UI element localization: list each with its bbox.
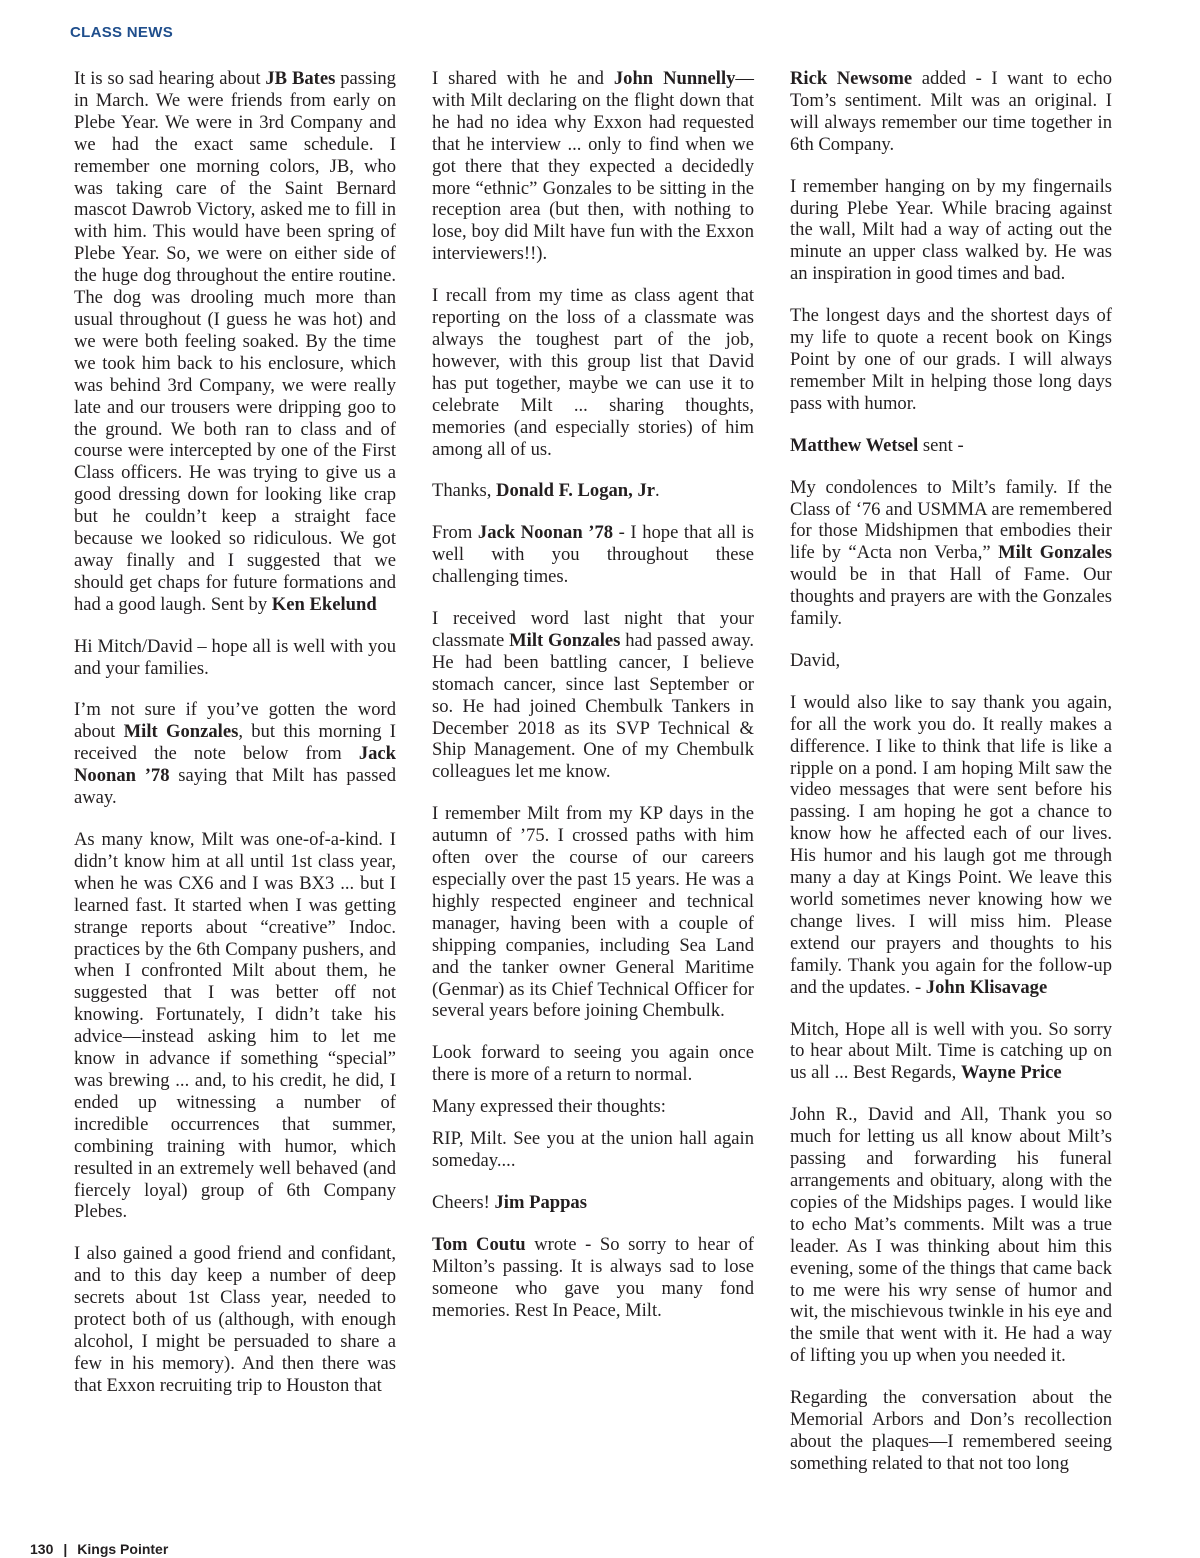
paragraph: I received word last night that your classmate Milt Gonzales had passed away. He had been battling cancer, I believe stomach cancer, since last September or so. He had joined Chembulk Tankers in December 2018 as its SVP Technical & Ship Management. One of my Chembulk colleagues let me know.: [432, 608, 754, 783]
paragraph: It is so sad hearing about JB Bates passing in March. We were friends from early on Plebe Year. We were in 3rd Company and we had the exact same schedule. I remember one morning colors, JB, who was taking care of the Saint Bernard mascot Dawrob Victory, asked me to fill in with him. This would have been spring of Plebe Year. So, we were on either side of the huge dog throughout the entire routine. The dog was drooling much more than usual throughout (I guess he was hot) and we were both feeling soaked. By the time we took him back to his enclosure, which was behind 3rd Company, we were really late and our trousers were dripping goo to the ground. We both ran to class and of course were intercepted by one of the First Class officers. He was trying to give us a good dressing down for looking like crap but he couldn’t keep a straight face because we looked so ridiculous. We got away finally and I suggested that we should get chaps for future formations and had a good laugh. Sent by Ken Ekelund: [74, 68, 396, 615]
name-highlight: Tom Coutu: [432, 1233, 526, 1255]
name-highlight: Rick Newsome: [790, 68, 913, 89]
paragraph: Matthew Wetsel sent -: [790, 434, 964, 456]
paragraph: I also gained a good friend and confidant, and to this day keep a number of deep secrets about 1st Class year, needed to protect both of us (although, with enough alcohol, I might be persuaded to share a few in his memory). And then there was that Exxon recruiting trip to Houston that: [74, 1243, 396, 1396]
name-highlight: John Nunnelly: [613, 68, 736, 89]
name-highlight: Jack Noonan ’78: [477, 522, 614, 544]
paragraph: Cheers! Jim Pappas: [432, 1191, 587, 1213]
page-number: 130: [30, 1541, 54, 1557]
name-highlight: Donald F. Logan, Jr: [496, 480, 655, 502]
paragraph: My condolences to Milt’s family. If the Class of ‘76 and USMMA are remembered for those Midshipmen that embodies their life by “Acta non Verba,” Milt Gonzales would be in that Hall of Fame. Our thoughts and prayers are with the Gonzales family.: [790, 476, 1113, 630]
name-highlight: Matthew Wetsel: [790, 434, 919, 456]
section-header: CLASS NEWS: [70, 24, 174, 41]
paragraph: Look forward to seeing you again once there is more of a return to normal.: [432, 1042, 754, 1086]
paragraph: I recall from my time as class agent that reporting on the loss of a classmate was always the toughest part of the job, however, with this group list that David has put together, maybe we can use it to celebrate Milt ... sharing thoughts, memories (and especially stories) of him among all of us.: [432, 285, 754, 460]
paragraph: RIP, Milt. See you at the union hall again someday....: [432, 1128, 754, 1171]
name-highlight: Milt Gonzales: [998, 542, 1113, 564]
column-3: [790, 68, 1112, 1495]
paragraph: I’m not sure if you’ve gotten the word about Milt Gonzales, but this morning I received the note below from Jack Noonan ’78 saying that Milt has passed away.: [74, 699, 397, 809]
paragraph: As many know, Milt was one-of-a-kind. I didn’t know him at all until 1st class year, when he was CX6 and I was BX3 ... but I learned fast. It started when I was getting strange reports about “creative” Indoc. practices by the 6th Company pushers, and when I confronted Milt about them, he suggested that I was better off not knowing. Fortunately, I didn’t take his advice—instead asking him to let me know in advance if something “special” was brewing ... and, to his credit, he did, I ended up witnessing a number of incredible occurrences that summer, combining training with humor, which resulted in an extremely well behaved (and fiercely loyal) group of 6th Company Plebes.: [74, 829, 396, 1223]
paragraph: The longest days and the shortest days of my life to quote a recent book on Kings Point by one of our grads. I will always remember Milt in helping those long days pass with humor.: [790, 305, 1112, 414]
paragraph: Mitch, Hope all is well with you. So sorry to hear about Milt. Time is catching up on us all ... Best Regards, Wayne Price: [790, 1018, 1112, 1084]
paragraph: From Jack Noonan ’78 - I hope that all is well with you throughout these challenging times.: [432, 522, 754, 588]
name-highlight: JB Bates: [265, 68, 336, 89]
paragraph: I would also like to say thank you again, for all the work you do. It really makes a difference. I like to think that life is like a ripple on a pond. I am hoping Milt saw the video messages that were sent before his passing. I am hoping he got a chance to know how he affected each of our lives. His humor and his laugh got me through many a day at Kings Point. We leave this world sometimes never knowing how we change lives. I will miss him. Please extend our prayers and thoughts to his family. Thank you again for the follow-up and the updates. - John Klisavage: [790, 691, 1112, 998]
name-highlight: John Klisavage: [925, 976, 1048, 998]
paragraph: Tom Coutu wrote - So sorry to hear of Milton’s passing. It is always sad to lose someone who gave you many fond memories. Rest In Peace, Milt.: [432, 1233, 754, 1321]
paragraph: I remember hanging on by my fingernails during Plebe Year. While bracing against the wall, Milt had a way of acting out the minute an upper class walked by. He was an inspiration in good times and bad.: [790, 175, 1112, 285]
name-highlight: Milt Gonzales: [509, 629, 621, 651]
name-highlight: Ken Ekelund: [271, 593, 377, 615]
paragraph: I shared with he and John Nunnelly—with Milt declaring on the flight down that he had no idea why Exxon had requested that he interview ... only to find when we got there that they expected a decidedly more “ethnic” Gonzales to be sitting in the reception area (but then, with nothing to lose, boy did Milt have fun with the Exxon interviewers!!).: [432, 68, 754, 265]
paragraph: Many expressed their thoughts:: [432, 1096, 666, 1118]
paragraph: John R., David and All, Thank you so much for letting us all know about Milt’s passing and forwarding his funeral arrangements and obituary, along with the copies of the Midships pages. I would like to echo Mat’s comments. Milt was a true leader. As I was thinking about him this evening, some of the things that came back to me were his wry sense of humor and wit, the mischievous twinkle in his eye and the smile that went with it. He had a way of lifting you up when you needed it.: [790, 1104, 1112, 1367]
name-highlight: Milt Gonzales: [123, 721, 239, 743]
name-highlight: Jack Noonan ’78: [74, 743, 396, 787]
paragraph: David,: [790, 649, 841, 671]
column-2: [432, 68, 754, 1341]
name-highlight: Wayne Price: [960, 1062, 1062, 1084]
paragraph: I remember Milt from my KP days in the autumn of ’75. I crossed paths with him often over the course of our careers especially over the past 15 years. He was a highly respected engineer and technical manager, having been with a couple of shipping companies, including Sea Land and the tanker owner General Maritime (Genmar) as its Chief Technical Officer for several years before joining Chembulk.: [432, 803, 754, 1022]
footer-separator: |: [63, 1541, 68, 1557]
publication-name: Kings Pointer: [77, 1541, 169, 1557]
name-highlight: Jim Pappas: [494, 1191, 587, 1213]
column-1: [74, 68, 396, 1417]
paragraph: Thanks, Donald F. Logan, Jr.: [432, 480, 660, 502]
paragraph: Rick Newsome added - I want to echo Tom’s sentiment. Milt was an original. I will always remember our time together in 6th Company.: [790, 68, 1112, 155]
paragraph: Hi Mitch/David – hope all is well with you and your families.: [74, 635, 396, 679]
paragraph: Regarding the conversation about the Memorial Arbors and Don’s recollection about the plaques—I remembered seeing something related to that not too long: [790, 1387, 1112, 1474]
page-footer: [30, 1541, 168, 1557]
